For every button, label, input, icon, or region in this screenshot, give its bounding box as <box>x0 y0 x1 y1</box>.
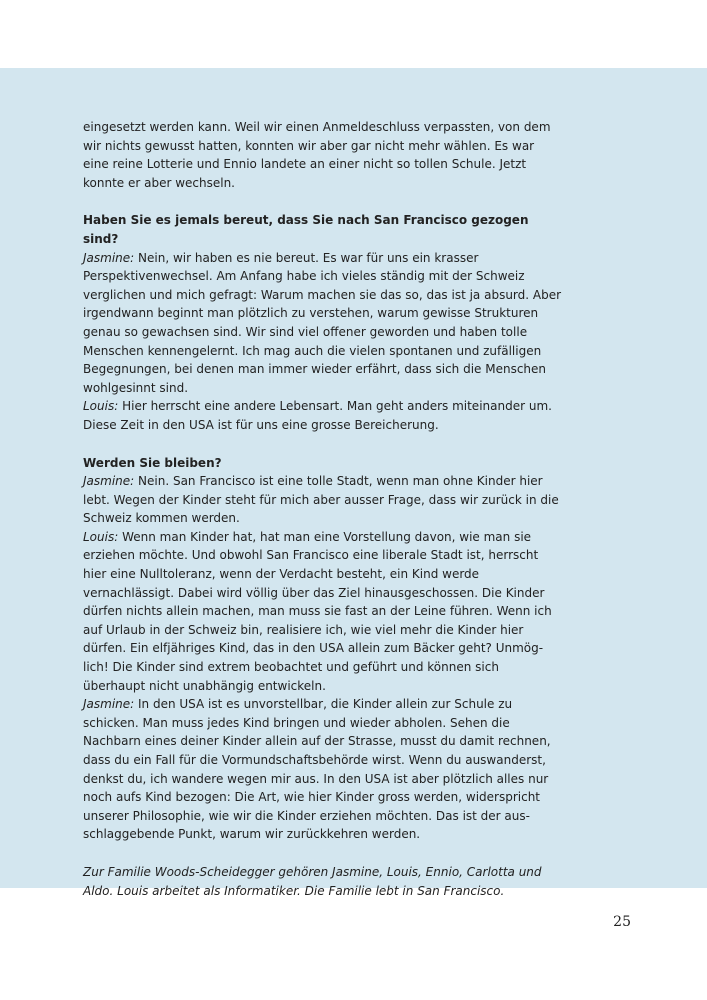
answer-paragraph <box>83 397 563 434</box>
speaker-label: Jasmine: <box>83 697 135 712</box>
speaker-label: Jasmine: <box>83 474 135 489</box>
answer-text: Nein, wir haben es nie bereut. Es war für uns ein krasser Perspektivenwechsel. Am Anfang habe ich vieles ständig mit der Schweiz verglichen und mich gefragt: Warum machen sie das so, das ist ja absurd. Aber irgendwann beginnt man plötzlich zu verstehen, warum gewisse Strukturen genau so gewachsen sind. Wir sind viel offener geworden und haben tolle Menschen kennengelernt. Ich mag auch die vielen spontanen und zufälligen Begegnungen, bei denen man immer wieder erfährt, dass sich die Menschen wohlgesinnt sind. <box>83 250 562 395</box>
answer-paragraph <box>83 528 563 695</box>
question-heading: Werden Sie bleiben? <box>83 455 222 470</box>
speaker-label: Louis: <box>83 529 119 544</box>
question-heading: Haben Sie es jemals bereut, dass Sie nach San Francisco gezogen sind? <box>83 213 529 246</box>
answer-paragraph <box>83 472 563 528</box>
answer-paragraph <box>83 249 563 398</box>
closing-note: Zur Familie Woods-Scheidegger gehören Jasmine, Louis, Ennio, Carlotta und Aldo. Louis arbeitet als Informatiker. Die Familie lebt in San Francisco. <box>83 864 542 898</box>
answer-text: Wenn man Kinder hat, hat man eine Vorstellung davon, wie man sie erziehen möchte. Und obwohl San Francisco eine liberale Stadt ist, herrscht hier eine Nulltoleranz, wenn der Verdacht besteht, ein Kind werde vernachlässigt. Dabei wird völlig über das Ziel hinausgeschossen. Die Kinder dürfen nichts allein machen, man muss sie fast an der Leine führen. Wenn ich auf Urlaub in der Schweiz bin, realisiere ich, wie viel mehr die Kinder hier dürfen. Ein elfjähriges Kind, das in den USA allein zum Bäcker geht? Unmöglich! Die Kinder sind extrem beobachtet und geführt und können sich überhaupt nicht unabhängig entwickeln. <box>83 529 552 693</box>
speaker-label: Jasmine: <box>83 250 135 265</box>
answer-text: Nein. San Francisco ist eine tolle Stadt, wenn man ohne Kinder hier lebt. Wegen der Kinder steht für mich aber ausser Frage, dass wir zurück in die Schweiz kommen werden. <box>83 474 559 526</box>
answer-text: Hier herrscht eine andere Lebensart. Man geht anders miteinander um. Diese Zeit in den USA ist für uns eine grosse Bereicherung. <box>83 399 552 432</box>
intro-paragraph: eingesetzt werden kann. Weil wir einen Anmeldeschluss verpassten, von dem wir nichts gewusst hatten, konnten wir aber gar nicht mehr wählen. Es war eine reine Lotterie und Ennio landete an einer nicht so tollen Schule. Jetzt konnte er aber wechseln. <box>83 120 551 190</box>
answer-paragraph <box>83 695 563 844</box>
article-body <box>83 118 563 900</box>
speaker-label: Louis: <box>83 399 119 414</box>
answer-text: In den USA ist es unvorstellbar, die Kinder allein zur Schule zu schicken. Man muss jedes Kind bringen und wieder abholen. Sehen die Nachbarn eines deiner Kinder allein auf der Strasse, musst du damit rechnen, dass du ein Fall für die Vormundschaftsbehörde wirst. Wenn du auswanderst, denkst du, ich wandere wegen mir aus. In den USA ist aber plötzlich alles nur noch aufs Kind bezogen: Die Art, wie hier Kinder gross werden, widerspricht unserer Philosophie, wie wir die Kinder erziehen möchten. Das ist der ausschlaggebende Punkt, warum wir zurückkehren werden. <box>83 697 551 842</box>
page-number: 25 <box>613 914 631 930</box>
